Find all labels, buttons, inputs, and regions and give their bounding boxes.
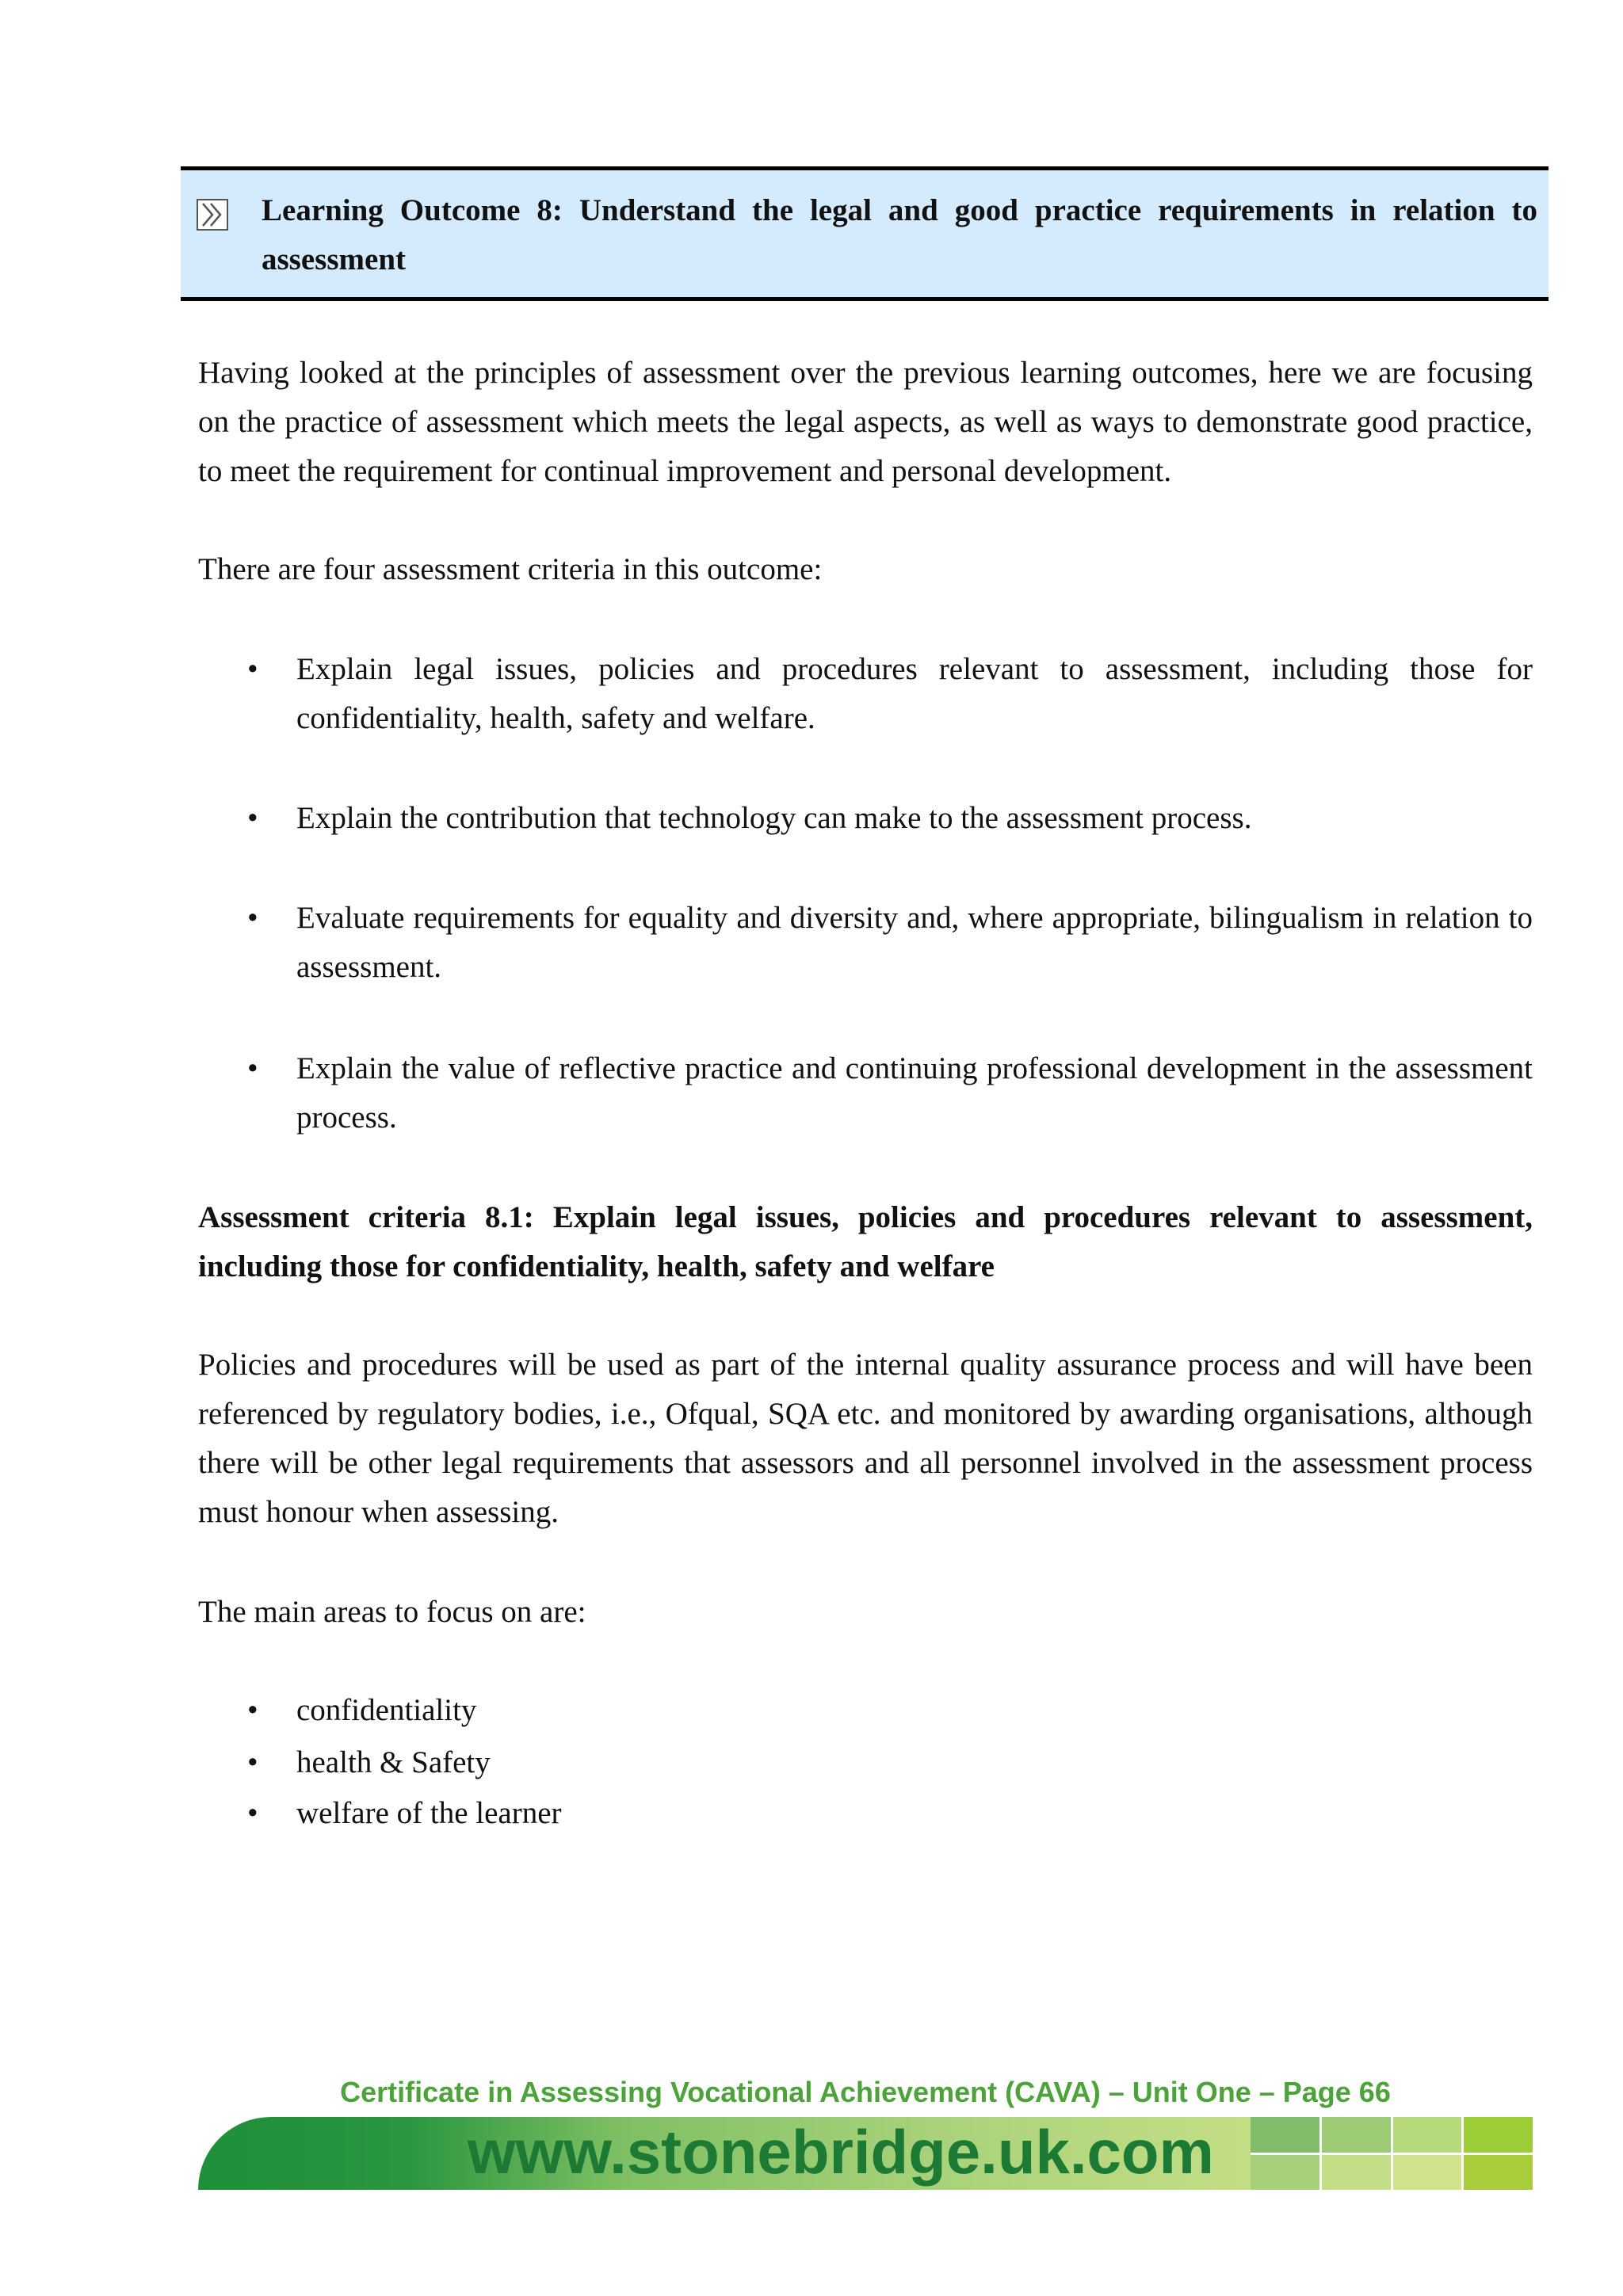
section-heading: Assessment criteria 8.1: Explain legal issues, policies and procedures relevant to assessment, including those for confidentiality, health, safety and welfare bbox=[198, 1200, 1533, 1283]
bullet-icon: • bbox=[247, 1745, 258, 1779]
footer-banner bbox=[198, 2117, 1533, 2190]
bullet-icon: • bbox=[247, 1693, 258, 1727]
intro-paragraph: Having looked at the principles of assessment over the previous learning outcomes, here we are focusing on the practice of assessment which meets the legal aspects, as well as ways to demonstrate good practice, to meet the requirement for continual improvement and personal development. bbox=[198, 356, 1533, 488]
footer-caption: Certificate in Assessing Vocational Achievement (CAVA) – Unit One – Page 66 bbox=[340, 2076, 1391, 2108]
areas-lead: The main areas to focus on are: bbox=[198, 1595, 586, 1629]
bullet-icon: • bbox=[247, 652, 258, 686]
double-chevron-right-icon bbox=[197, 199, 228, 231]
list-item-text: Explain the value of reflective practice and continuing professional development in the assessment process. bbox=[296, 1051, 1533, 1135]
footer-url: www.stonebridge.uk.com bbox=[468, 2117, 1214, 2187]
list-item-text: Evaluate requirements for equality and diversity and, where appropriate, bilingualism in relation to assessment. bbox=[296, 901, 1533, 984]
bullet-icon: • bbox=[247, 901, 258, 935]
section-paragraph: Policies and procedures will be used as part of the internal quality assurance process and will have been referenced by regulatory bodies, i.e., Ofqual, SQA etc. and monitored by awarding organisations, although there will be other legal requirements that assessors and all personnel involved in the assessment process must honour when assessing. bbox=[198, 1348, 1533, 1529]
list-item-text: Explain the contribution that technology can make to the assessment process. bbox=[296, 801, 1252, 835]
criteria-lead: There are four assessment criteria in this outcome: bbox=[198, 552, 823, 586]
bullet-icon: • bbox=[247, 801, 258, 835]
list-item-text: welfare of the learner bbox=[296, 1796, 562, 1830]
bullet-icon: • bbox=[247, 1051, 258, 1085]
banner-grid-decoration bbox=[1251, 2117, 1533, 2190]
list-item-text: Explain legal issues, policies and procedures relevant to assessment, including those for confidentiality, health, safety and welfare. bbox=[296, 652, 1533, 735]
list-item-text: confidentiality bbox=[296, 1693, 477, 1727]
bullet-icon: • bbox=[247, 1796, 258, 1830]
list-item-text: health & Safety bbox=[296, 1745, 491, 1779]
learning-outcome-title: Learning Outcome 8: Understand the legal and good practice requirements in relation to assessment bbox=[262, 193, 1537, 277]
learning-outcome-header bbox=[181, 166, 1549, 301]
